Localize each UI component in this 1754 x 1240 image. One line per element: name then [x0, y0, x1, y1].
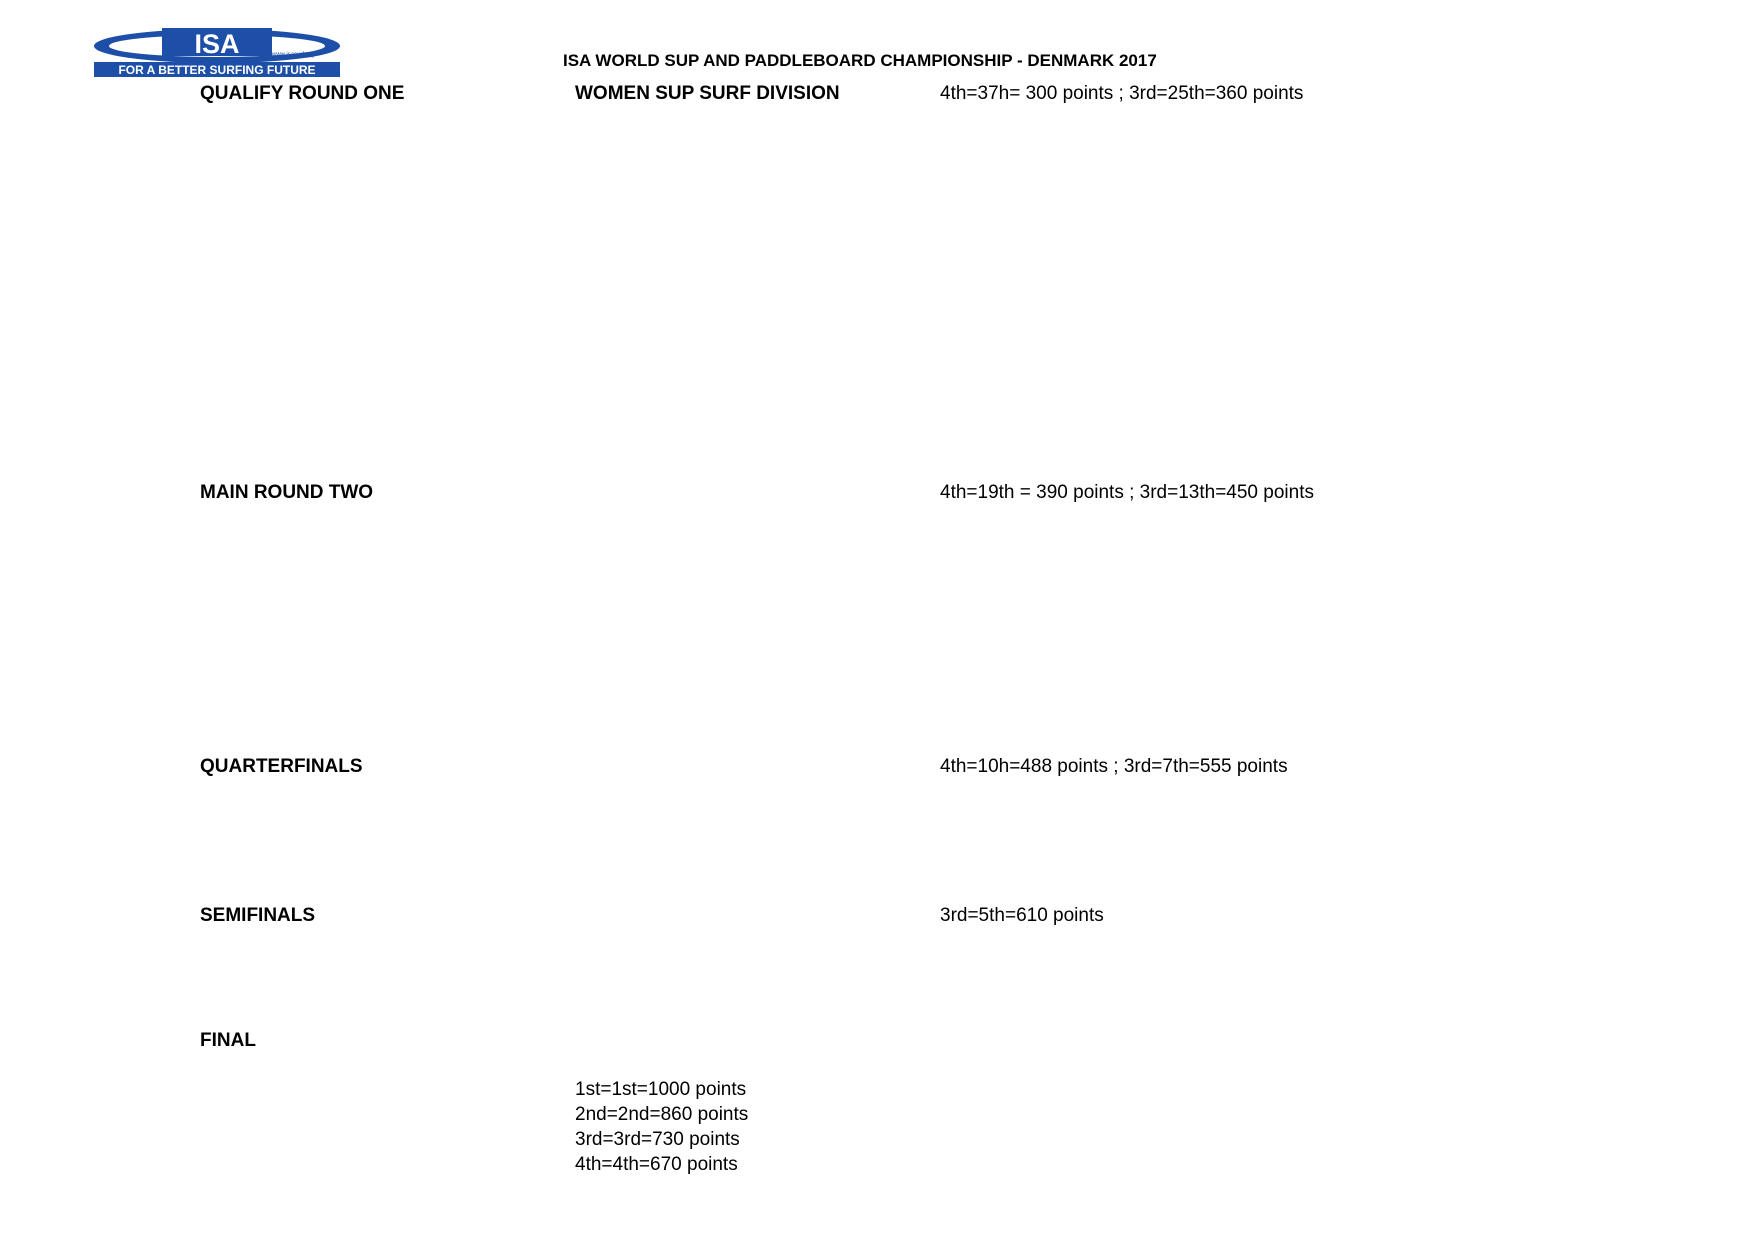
round-title-semifinals: SEMIFINALS	[200, 905, 316, 926]
document-title: ISA WORLD SUP AND PADDLEBOARD CHAMPIONSHIP - DENMARK 2017	[563, 51, 1157, 70]
final-points-2nd: 2nd=2nd=860 points	[575, 1104, 749, 1125]
logo-text: ISA	[194, 29, 240, 59]
points-note-qualify: 4th=37h= 300 points ; 3rd=25th=360 points	[940, 83, 1304, 104]
division-title: WOMEN SUP SURF DIVISION	[575, 83, 840, 104]
final-points-4th: 4th=4th=670 points	[575, 1154, 738, 1175]
final-points-3rd: 3rd=3rd=730 points	[575, 1129, 740, 1150]
points-note-semifinals: 3rd=5th=610 points	[940, 905, 1104, 926]
round-title-qualify: QUALIFY ROUND ONE	[200, 83, 405, 104]
points-note-quarterfinals: 4th=10h=488 points ; 3rd=7th=555 points	[940, 756, 1288, 777]
round-title-quarterfinals: QUARTERFINALS	[200, 756, 363, 777]
isa-logo-graphic	[92, 26, 342, 78]
round-title-main: MAIN ROUND TWO	[200, 482, 374, 503]
isa-logo	[92, 26, 342, 78]
final-points-1st: 1st=1st=1000 points	[575, 1079, 747, 1100]
logo-tagline: FOR A BETTER SURFING FUTURE	[118, 63, 316, 77]
logo-url: www.isasurf.org	[272, 52, 315, 58]
round-title-final: FINAL	[200, 1030, 256, 1051]
points-note-main: 4th=19th = 390 points ; 3rd=13th=450 points	[940, 482, 1314, 503]
